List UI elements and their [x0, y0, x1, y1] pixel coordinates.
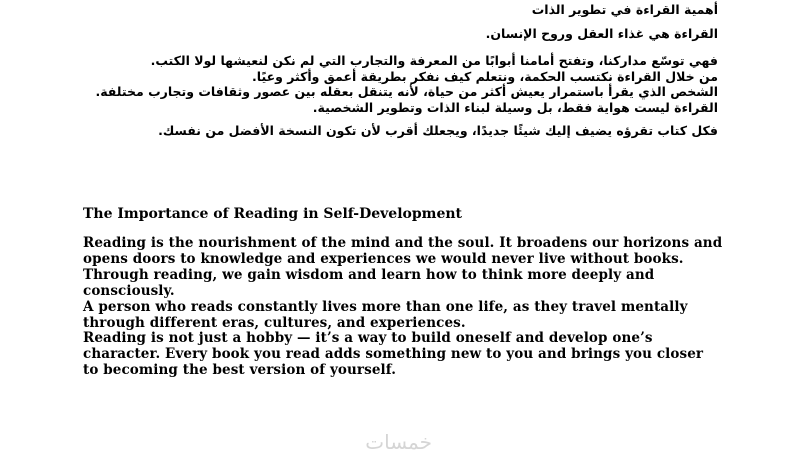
arabic-paragraph: القراءة ليست هواية فقط، بل وسيلة لبناء الذات وتطوير الشخصية. [312, 99, 718, 115]
english-paragraph: Through reading, we gain wisdom and learn how to think more deeply and consciously. [83, 266, 655, 299]
english-section [83, 205, 723, 379]
arabic-paragraph: فكل كتاب تقرؤه يضيف إليك شيئًا جديدًا، ويجعلك أقرب لأن تكون النسخة الأفضل من نفسك. [158, 123, 718, 138]
arabic-section [68, 2, 718, 139]
arabic-title: أهمية القراءة في تطوير الذات [531, 2, 718, 17]
english-paragraph: Reading is not just a hobby — it’s a way to build oneself and develop one’s character. Every book you read adds something new to you and brings you closer to becoming the best version of yourself. [83, 330, 704, 379]
arabic-intro: القراءة هي غذاء العقل وروح الإنسان. [485, 25, 718, 41]
english-paragraph: A person who reads constantly lives more than one life, as they travel mentally through different eras, cultures, and experiences. [83, 298, 688, 331]
arabic-paragraph: الشخص الذي يقرأ باستمرار يعيش أكثر من حياة، لأنه يتنقل بعقله بين عصور وثقافات وتجارب مختلفة. [95, 84, 718, 99]
english-paragraph: Reading is the nourishment of the mind and the soul. It broadens our horizons and opens doors to knowledge and experiences we would never live without books. [83, 235, 723, 267]
watermark-logo: خمسات [365, 430, 432, 454]
arabic-paragraph: من خلال القراءة نكتسب الحكمة، ونتعلم كيف نفكر بطريقة أعمق وأكثر وعيًا. [252, 68, 718, 84]
arabic-paragraph: فهي توسّع مداركنا، وتفتح أمامنا أبوابًا من المعرفة والتجارب التي لم نكن لنعيشها لولا الكتب. [150, 53, 718, 68]
english-title: The Importance of Reading in Self-Development [83, 206, 463, 222]
